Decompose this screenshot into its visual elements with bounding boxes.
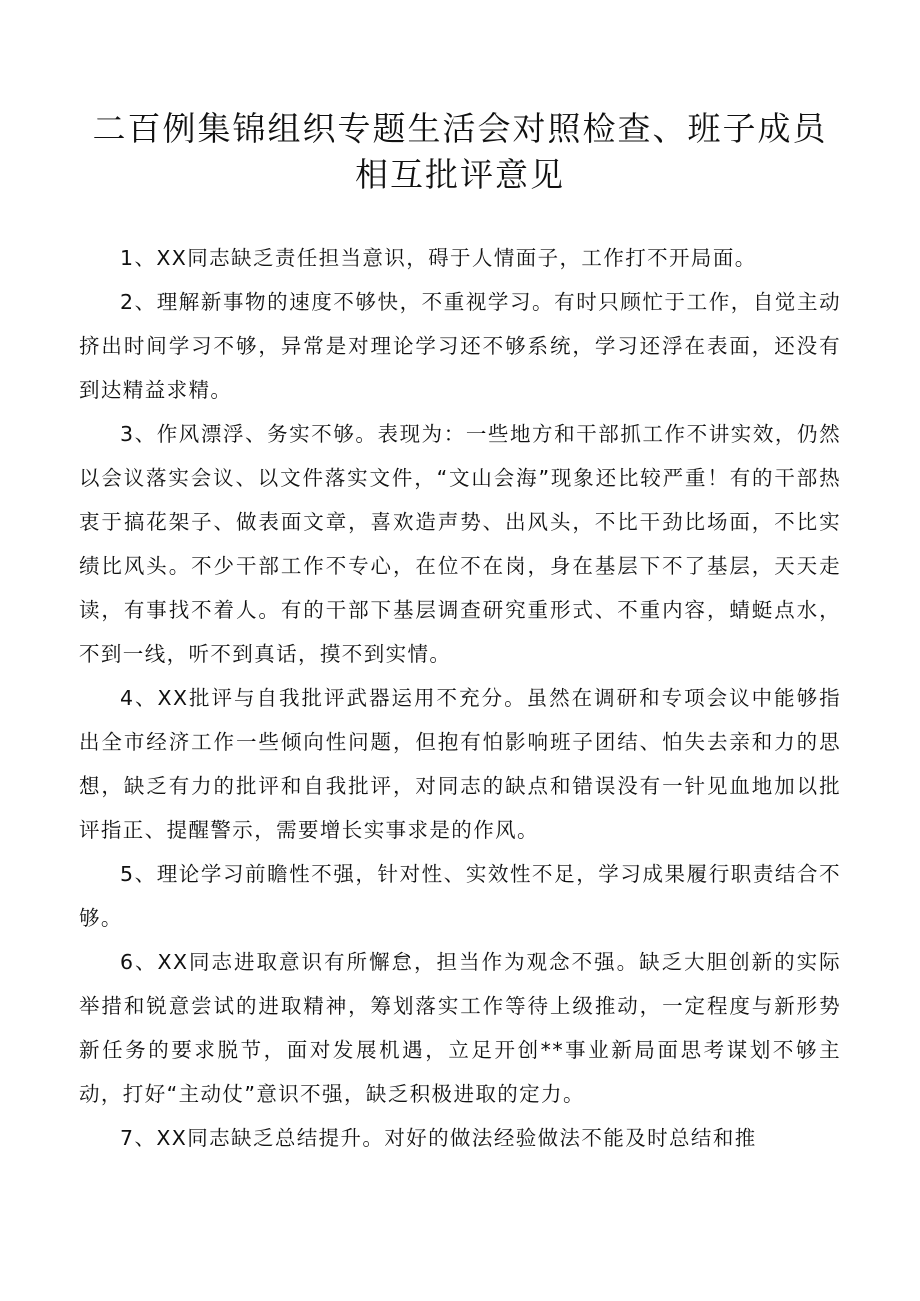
- paragraph-4: 4、XX批评与自我批评武器运用不充分。虽然在调研和专项会议中能够指出全市经济工作一些倾向性问题，但抱有怕影响班子团结、怕失去亲和力的思想，缺乏有力的批评和自我批评，对同志的缺点和错误没有一针见血地加以批评指正、提醒警示，需要增长实事求是的作风。: [79, 686, 841, 842]
- paragraph-3: 3、作风漂浮、务实不够。表现为：一些地方和干部抓工作不讲实效，仍然以会议落实会议、以文件落实文件，“文山会海”现象还比较严重！有的干部热衷于搞花架子、做表面文章，喜欢造声势、出风头，不比干劲比场面，不比实绩比风头。不少干部工作不专心，在位不在岗，身在基层下不了基层，天天走读，有事找不着人。有的干部下基层调查研究重形式、不重内容，蜻蜓点水，不到一线，听不到真话，摸不到实情。: [79, 422, 841, 666]
- paragraph-6: 6、XX同志进取意识有所懈怠，担当作为观念不强。缺乏大胆创新的实际举措和锐意尝试的进取精神，筹划落实工作等待上级推动，一定程度与新形势新任务的要求脱节，面对发展机遇，立足开创**事业新局面思考谋划不够主动，打好“主动仗”意识不强，缺乏积极进取的定力。: [79, 950, 841, 1106]
- paragraph-5: 5、理论学习前瞻性不强，针对性、实效性不足，学习成果履行职责结合不够。: [79, 862, 841, 930]
- document-body: [79, 236, 841, 1160]
- document-title: 二百例集锦组织专题生活会对照检查、班子成员相互批评意见: [92, 109, 828, 194]
- paragraph-2: 2、理解新事物的速度不够快，不重视学习。有时只顾忙于工作，自觉主动挤出时间学习不够，异常是对理论学习还不够系统，学习还浮在表面，还没有到达精益求精。: [79, 290, 841, 402]
- paragraph-7: 7、XX同志缺乏总结提升。对好的做法经验做法不能及时总结和推: [120, 1126, 757, 1150]
- paragraph-1: 1、XX同志缺乏责任担当意识，碍于人情面子，工作打不开局面。: [120, 246, 757, 270]
